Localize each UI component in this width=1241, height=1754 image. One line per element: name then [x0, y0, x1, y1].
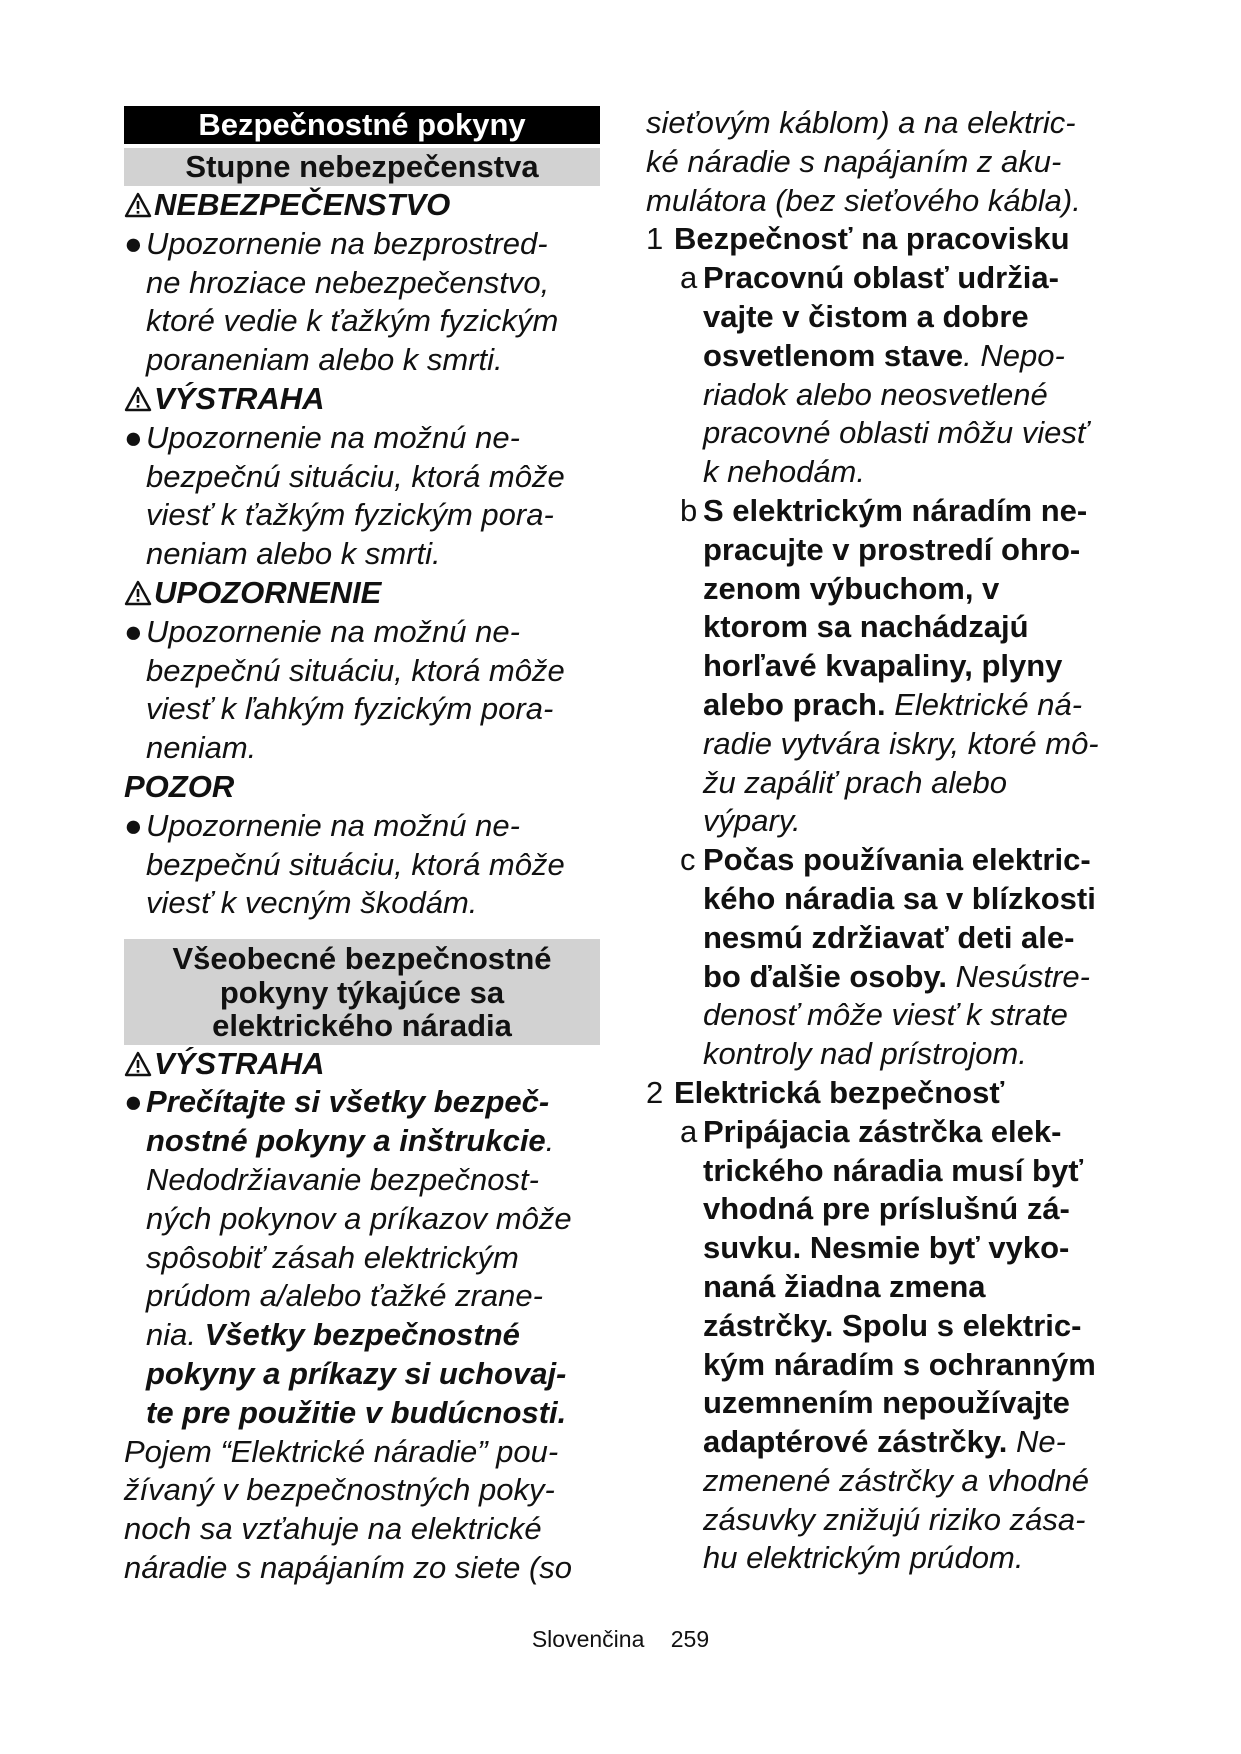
signal-caution: UPOZORNENIE: [124, 574, 600, 613]
warning-triangle-icon: [124, 192, 152, 218]
page-footer: [0, 1626, 1241, 1653]
signal-warning: VÝSTRAHA: [124, 380, 600, 419]
term-definition-continued: sieťovým káblom) a na elektric- ké náradie s napájaním z aku- mulátora (bez sieťového kábla).: [646, 105, 1081, 218]
warning-triangle-icon: [124, 1051, 152, 1077]
warning-description: ● Upozornenie na možnú ne- bezpečnú situáciu, ktorá môže viesť k ťažkým fyzickým pora- neniam alebo k smrti.: [124, 419, 565, 572]
notice-description: ● Upozornenie na možnú ne- bezpečnú situáciu, ktorá môže viesť k vecným škodám.: [124, 807, 565, 921]
section-header: Bezpečnostné pokyny: [124, 106, 600, 144]
bullet-icon: ●: [124, 613, 143, 649]
warning-triangle-icon: [124, 580, 152, 606]
footer-language: Slovenčina: [531, 1626, 645, 1652]
bullet-icon: ●: [124, 1084, 143, 1120]
signal-notice: POZOR: [124, 768, 235, 804]
right-column: [646, 104, 1136, 1578]
power-tool-term-definition: Pojem “Elektrické náradie” pou- žívaný v bezpečnostných poky- noch sa vzťahuje na elektrické náradie s napájaním zo siete (so: [124, 1433, 573, 1585]
section-1-heading: 1 Bezpečnosť na pracovisku: [646, 221, 1070, 257]
item-1a: a Pracovnú oblasť udržia- vajte v čistom a dobre osvetlenom stave. Nepo- riadok alebo neosvetlené pracovné oblasti môžu viesť k nehodám.: [680, 260, 1088, 490]
bullet-icon: ●: [124, 807, 143, 843]
bullet-icon: ●: [124, 225, 143, 261]
bullet-icon: ●: [124, 419, 143, 455]
item-2a: a Pripájacia zástrčka elek- trického náradia musí byť vhodná pre príslušnú zá- suvku. Nesmie byť vyko- naná žiadna zmena zástrčky. Spolu s elektric- kým náradím s ochranným uzemnením nepoužívajte adaptérové zástrčky. Ne- zmenené zástrčky a vhodné zásuvky znižujú riziko zása- hu elektrickým prúdom.: [680, 1113, 1096, 1576]
section-2-heading: 2 Elektrická bezpečnosť: [646, 1074, 1005, 1110]
caution-description: ● Upozornenie na možnú ne- bezpečnú situáciu, ktorá môže viesť k ľahkým fyzickým pora- neniam.: [124, 613, 565, 766]
signal-warning-general: VÝSTRAHA: [124, 1045, 600, 1084]
general-warning-text: ● Prečítajte si všetky bezpeč- nostné pokyny a inštrukcie. Nedodržiavanie bezpečnost- ných pokynov a príkazov môže spôsobiť zásah elektrickým prúdom a/alebo ťažké zrane- nia. Všetky bezpečnostné pokyny a príkazy si uchovaj- te pre použitie v budúcnosti.: [124, 1084, 572, 1430]
item-1b: b S elektrickým náradím ne- pracujte v prostredí ohro- zenom výbuchom, v ktorom sa nachádzajú horľavé kvapaliny, plyny alebo prach. Elektrické ná- radie vytvára iskry, ktoré mô- žu zapáliť prach alebo výpary.: [680, 492, 1099, 839]
left-column: [124, 106, 600, 1588]
item-1c: c Počas používania elektric- kého náradia sa v blízkosti nesmú zdržiavať deti ale- bo ďalšie osoby. Nesústre- denosť môže viesť k strate kontroly nad prístrojom.: [680, 842, 1096, 1072]
page-number: 259: [670, 1626, 710, 1652]
danger-levels-subheader: Stupne nebezpečenstva: [124, 148, 600, 186]
general-safety-header: Všeobecné bezpečnostné pokyny týkajúce sa elektrického náradia: [124, 939, 600, 1045]
warning-triangle-icon: [124, 386, 152, 412]
signal-danger: NEBEZPEČENSTVO: [124, 186, 600, 225]
danger-description: ● Upozornenie na bezprostred- ne hroziace nebezpečenstvo, ktoré vedie k ťažkým fyzickým poraneniam alebo k smrti.: [124, 225, 559, 378]
